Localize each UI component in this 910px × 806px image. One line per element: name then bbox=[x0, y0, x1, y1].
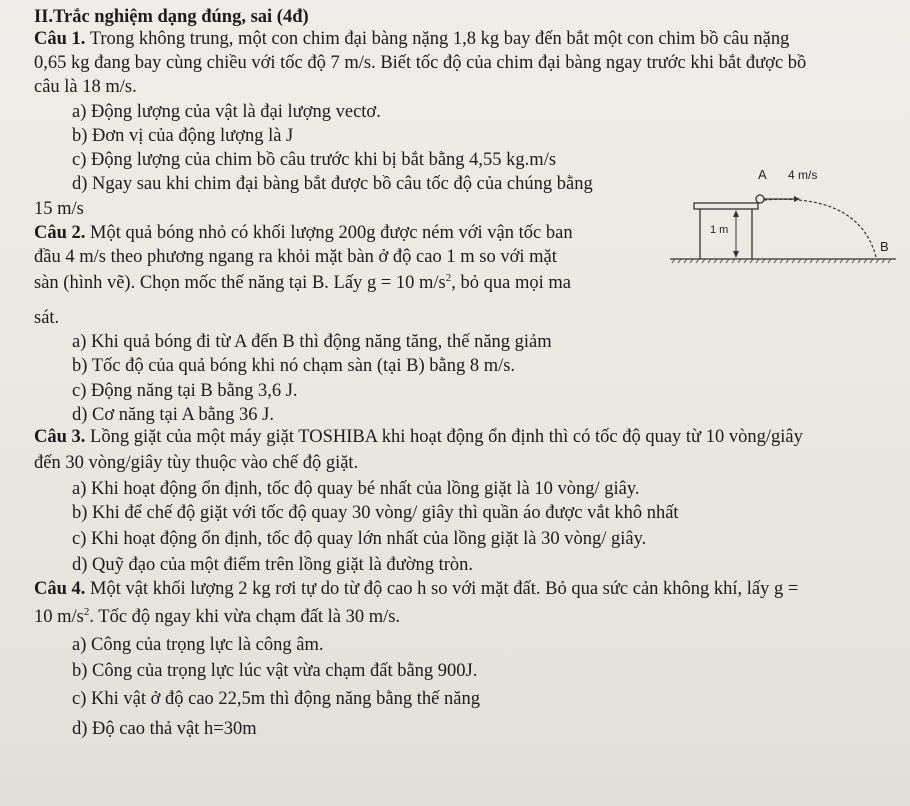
q3-intro-line-1 bbox=[34, 426, 803, 448]
label-height: 1 m bbox=[710, 224, 729, 236]
q4-option-c: c) Khi vật ở độ cao 22,5m thì động năng bằng thế năng bbox=[72, 689, 480, 709]
q2-intro-line-3 bbox=[34, 272, 571, 294]
q3-label: Câu 3. bbox=[34, 427, 86, 447]
q2-g-formula: g = 10 m/s bbox=[366, 273, 446, 293]
label-b: B bbox=[880, 239, 889, 254]
q2-intro-line-4: sát. bbox=[34, 308, 60, 328]
q1-option-a: a) Động lượng của vật là đại lượng vectơ. bbox=[72, 102, 381, 122]
height-arrow-down bbox=[733, 251, 739, 258]
q3-option-a: a) Khi hoạt động ổn định, tốc độ quay bé nhất của lồng giặt là 10 vòng/ giây. bbox=[72, 479, 640, 499]
q1-option-d-cont: 15 m/s bbox=[34, 199, 84, 219]
q3-option-b: b) Khi để chế độ giặt với tốc độ quay 30 vòng/ giây thì quần áo được vắt khô nhất bbox=[72, 503, 679, 523]
q4-g-exponent: 2 bbox=[83, 605, 90, 618]
trajectory-curve bbox=[764, 199, 876, 257]
q2-intro-line-2: đầu 4 m/s theo phương ngang ra khỏi mặt bàn ở độ cao 1 m so với mặt bbox=[34, 247, 557, 267]
q2-option-d: d) Cơ năng tại A bằng 36 J. bbox=[72, 405, 274, 425]
q2-option-a: a) Khi quả bóng đi từ A đến B thì động năng tăng, thế năng giảm bbox=[72, 332, 552, 352]
q1-intro-line-1 bbox=[34, 28, 789, 50]
q3-option-d: d) Quỹ đạo của một điểm trên lồng giặt là đường tròn. bbox=[72, 555, 474, 575]
q4-text-1: Một vật khối lượng 2 kg rơi tự do từ độ cao h so với mặt đất. Bỏ qua sức cản không khí, lấy g = bbox=[85, 579, 799, 599]
q4-text-2: . Tốc độ ngay khi vừa chạm đất là 30 m/s. bbox=[89, 607, 401, 627]
projectile-figure bbox=[664, 163, 910, 275]
q2-text-3b: , bỏ qua mọi ma bbox=[451, 273, 571, 293]
q2-label: Câu 2. bbox=[34, 223, 86, 243]
q1-label: Câu 1. bbox=[34, 29, 86, 49]
q1-option-b: b) Đơn vị của động lượng là J bbox=[72, 126, 294, 146]
q3-intro-line-2: đến 30 vòng/giây tùy thuộc vào chế độ giặt. bbox=[34, 453, 359, 473]
q1-intro-line-2: 0,65 kg đang bay cùng chiều với tốc độ 7 m/s. Biết tốc độ của chim đại bàng ngay trước khi bắt được bồ bbox=[34, 53, 807, 73]
q2-option-b: b) Tốc độ của quả bóng khi nó chạm sàn (tại B) bằng 8 m/s. bbox=[72, 356, 516, 376]
q4-option-a: a) Công của trọng lực là công âm. bbox=[72, 635, 324, 655]
label-a: A bbox=[758, 167, 767, 182]
label-velocity: 4 m/s bbox=[788, 168, 818, 182]
q3-option-c: c) Khi hoạt động ổn định, tốc độ quay lớn nhất của lồng giặt là 30 vòng/ giây. bbox=[72, 529, 647, 549]
section-title: II.Trắc nghiệm dạng đúng, sai (4đ) bbox=[34, 7, 309, 27]
q4-option-d: d) Độ cao thả vật h=30m bbox=[72, 719, 257, 739]
q2-option-c: c) Động năng tại B bằng 3,6 J. bbox=[72, 381, 298, 401]
projectile-diagram bbox=[664, 163, 910, 275]
q4-option-b: b) Công của trọng lực lúc vật vừa chạm đất bằng 900J. bbox=[72, 661, 478, 681]
q1-option-c: c) Động lượng của chim bồ câu trước khi bị bắt bằng 4,55 kg.m/s bbox=[72, 150, 557, 170]
q1-intro-line-3: câu là 18 m/s. bbox=[34, 77, 137, 97]
q2-g-exponent: 2 bbox=[445, 271, 452, 284]
q4-label: Câu 4. bbox=[34, 579, 86, 599]
q2-intro-line-1 bbox=[34, 222, 573, 244]
table-top bbox=[694, 203, 758, 209]
q2-text-3a: sàn (hình vẽ). Chọn mốc thế năng tại B. Lấy bbox=[34, 273, 367, 293]
q1-text-1: Trong không trung, một con chim đại bàng nặng 1,8 kg bay đến bắt một con chim bồ câu nặng bbox=[85, 29, 790, 49]
velocity-arrow-head bbox=[794, 196, 800, 202]
ball bbox=[756, 195, 764, 203]
q4-intro-line-1 bbox=[34, 578, 798, 600]
height-arrow-up bbox=[733, 210, 739, 217]
q3-text-1: Lồng giặt của một máy giặt TOSHIBA khi hoạt động ổn định thì có tốc độ quay từ 10 vòng/giây bbox=[85, 427, 803, 447]
q4-g-value: 10 m/s bbox=[34, 607, 84, 627]
q2-text-1: Một quả bóng nhỏ có khối lượng 200g được ném với vận tốc ban bbox=[85, 223, 573, 243]
q1-option-d: d) Ngay sau khi chim đại bàng bắt được bồ câu tốc độ của chúng bằng bbox=[72, 174, 593, 194]
q4-intro-line-2 bbox=[34, 606, 400, 628]
